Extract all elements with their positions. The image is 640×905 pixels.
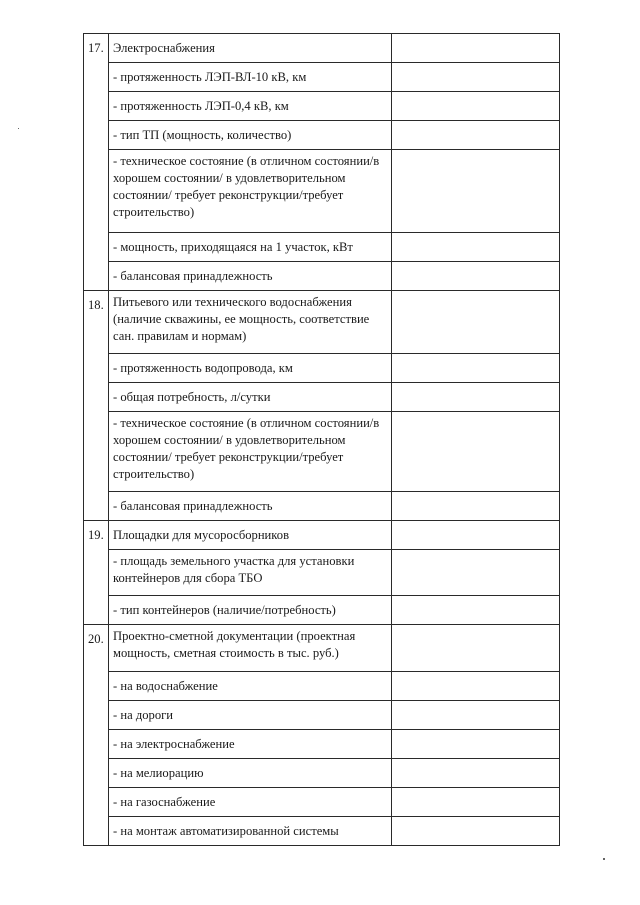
section-title: Питьевого или технического водоснабжения (наличие скважины, ее мощность, соответствие сан. правилам и нормам)	[109, 291, 392, 354]
value-cell[interactable]	[392, 354, 560, 383]
value-cell[interactable]	[392, 759, 560, 788]
table-row	[84, 354, 560, 383]
section-19-title-row	[84, 521, 560, 550]
row-label: - техническое состояние (в отличном состоянии/в хорошем состоянии/ в удовлетворительном состоянии/ требует реконструкции/требует строительство)	[109, 150, 392, 233]
section-number: 20.	[84, 625, 109, 846]
section-18-title-row	[84, 291, 560, 354]
scan-speck	[18, 128, 19, 129]
row-label: - на дороги	[109, 701, 392, 730]
value-cell[interactable]	[392, 121, 560, 150]
value-cell[interactable]	[392, 492, 560, 521]
row-label: - площадь земельного участка для установки контейнеров для сбора ТБО	[109, 550, 392, 596]
section-title: Проектно-сметной документации (проектная мощность, сметная стоимость в тыс. руб.)	[109, 625, 392, 672]
table-row	[84, 262, 560, 291]
row-label: - на водоснабжение	[109, 672, 392, 701]
section-title: Площадки для мусоросборников	[109, 521, 392, 550]
section-number: 17.	[84, 34, 109, 291]
row-label: - на мелиорацию	[109, 759, 392, 788]
value-cell[interactable]	[392, 817, 560, 846]
row-label: - протяженность ЛЭП-ВЛ-10 кВ, км	[109, 63, 392, 92]
table-row	[84, 759, 560, 788]
form-table	[83, 33, 560, 846]
row-label: - общая потребность, л/сутки	[109, 383, 392, 412]
row-label: - на электроснабжение	[109, 730, 392, 759]
row-label: - балансовая принадлежность	[109, 262, 392, 291]
section-title: Электроснабжения	[109, 34, 392, 63]
value-cell[interactable]	[392, 672, 560, 701]
table-row	[84, 596, 560, 625]
row-label: - протяженность ЛЭП-0,4 кВ, км	[109, 92, 392, 121]
value-cell[interactable]	[392, 596, 560, 625]
table-row	[84, 701, 560, 730]
section-number: 19.	[84, 521, 109, 625]
table-row	[84, 730, 560, 759]
table-row	[84, 672, 560, 701]
row-label: - тип ТП (мощность, количество)	[109, 121, 392, 150]
value-cell[interactable]	[392, 262, 560, 291]
row-label: - балансовая принадлежность	[109, 492, 392, 521]
value-cell[interactable]	[392, 701, 560, 730]
row-label: - техническое состояние (в отличном состоянии/в хорошем состоянии/ в удовлетворительном состоянии/ требует реконструкции/требует строительство)	[109, 412, 392, 492]
table-row	[84, 63, 560, 92]
table-row	[84, 788, 560, 817]
table-row	[84, 150, 560, 233]
value-cell[interactable]	[392, 233, 560, 262]
row-label: - тип контейнеров (наличие/потребность)	[109, 596, 392, 625]
table-row	[84, 121, 560, 150]
value-cell[interactable]	[392, 291, 560, 354]
value-cell[interactable]	[392, 521, 560, 550]
value-cell[interactable]	[392, 730, 560, 759]
value-cell[interactable]	[392, 412, 560, 492]
section-20-title-row	[84, 625, 560, 672]
table-row	[84, 550, 560, 596]
section-17-title-row	[84, 34, 560, 63]
section-number: 18.	[84, 291, 109, 521]
value-cell[interactable]	[392, 550, 560, 596]
table-row	[84, 233, 560, 262]
value-cell[interactable]	[392, 92, 560, 121]
row-label: - протяженность водопровода, км	[109, 354, 392, 383]
value-cell[interactable]	[392, 383, 560, 412]
table-row	[84, 492, 560, 521]
value-cell[interactable]	[392, 150, 560, 233]
scan-speck	[603, 858, 605, 860]
row-label: - мощность, приходящаяся на 1 участок, кВт	[109, 233, 392, 262]
value-cell[interactable]	[392, 34, 560, 63]
row-label: - на газоснабжение	[109, 788, 392, 817]
value-cell[interactable]	[392, 788, 560, 817]
table-row	[84, 92, 560, 121]
value-cell[interactable]	[392, 63, 560, 92]
table-row	[84, 817, 560, 846]
row-label: - на монтаж автоматизированной системы	[109, 817, 392, 846]
table-row	[84, 383, 560, 412]
value-cell[interactable]	[392, 625, 560, 672]
table-row	[84, 412, 560, 492]
